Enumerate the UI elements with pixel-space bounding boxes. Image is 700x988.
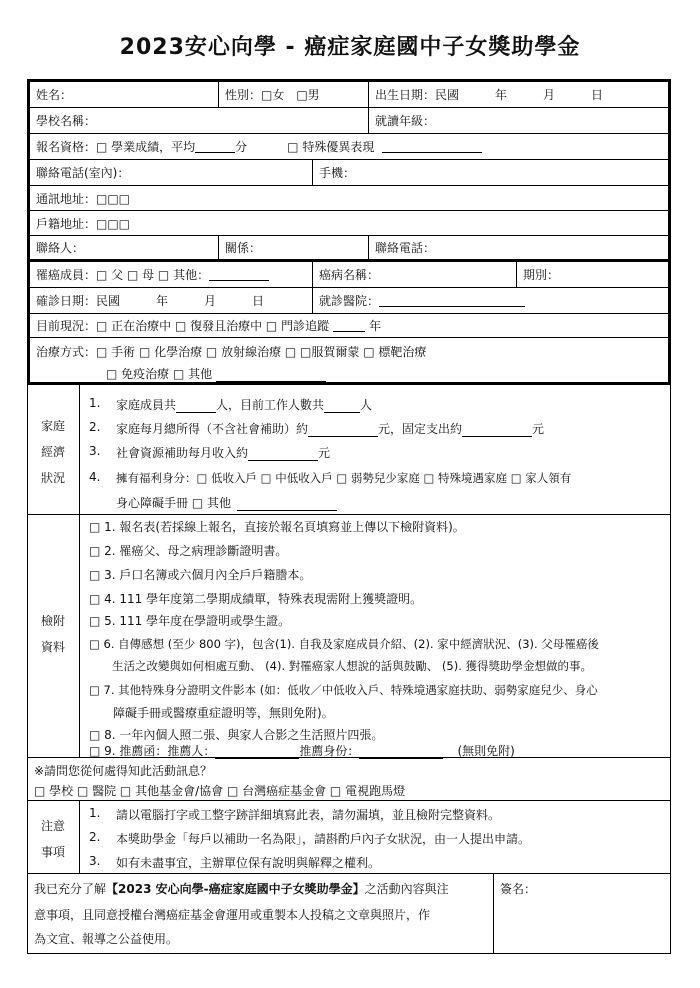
text: 家庭每月總所得（不含社會補助）約 bbox=[116, 422, 309, 436]
recommender-blank[interactable] bbox=[215, 747, 299, 759]
applicant-info-section bbox=[27, 79, 671, 262]
qualification-prefix: 報名資格：□ 學業成績，平均 bbox=[36, 140, 196, 154]
notes-label-line: 注意 bbox=[40, 819, 65, 833]
row-school bbox=[30, 108, 668, 134]
hospital-blank[interactable] bbox=[379, 295, 525, 307]
member-other-blank[interactable] bbox=[209, 269, 269, 281]
attachment-item-continued: 生活之改變與如何相處互動、 (4). 對罹癌家人想說的話與鼓勵、 (5). 獲得獎助學金想做的事。 bbox=[89, 659, 593, 673]
divider bbox=[27, 800, 671, 801]
economy-item-1[interactable] bbox=[116, 396, 372, 413]
gender-field[interactable]: 性別：□女 □男 bbox=[218, 82, 368, 107]
row-patient bbox=[30, 262, 668, 288]
special-blank[interactable] bbox=[382, 141, 482, 153]
hospital-label: 就診醫院： bbox=[319, 294, 380, 308]
status-label: 目前現況：□ 正在治療中 □ 復發且治療中 □ 門診追蹤 bbox=[36, 319, 330, 333]
consent-line-2: 意事項，且同意授權台灣癌症基金會運用或重製本人投稿之文章與照片，作 bbox=[34, 908, 431, 922]
divider bbox=[493, 873, 494, 953]
note-item: 如有未盡事宜，主辦單位保有說明與解釋之權利。 bbox=[116, 856, 381, 870]
attachment-item[interactable]: □ 3. 戶口名簿或六個月內全戶戶籍謄本。 bbox=[89, 568, 312, 582]
home-phone-field[interactable]: 聯絡電話(室內)： bbox=[36, 166, 130, 180]
row-phone bbox=[30, 160, 668, 186]
row-contact bbox=[30, 236, 668, 259]
text: 身心障礙手冊 □ 其他 bbox=[116, 496, 231, 510]
disease-name-field[interactable]: 癌病名稱： bbox=[312, 262, 516, 287]
row-treatment bbox=[30, 338, 668, 382]
row-mail-address bbox=[30, 186, 668, 211]
patient-info-section bbox=[27, 262, 671, 385]
mobile-field[interactable]: 手機： bbox=[312, 160, 668, 185]
attachment-item[interactable]: □ 4. 111 學年度第二學期成績單，特殊表現需附上獲獎證明。 bbox=[89, 592, 423, 606]
notes-label bbox=[27, 813, 79, 865]
attachment-item[interactable]: □ 2. 罹癌父、母之病理診斷證明書。 bbox=[89, 544, 288, 558]
item-number: 1. bbox=[89, 396, 101, 410]
attachment-item[interactable]: □ 5. 111 學年度在學證明或學生證。 bbox=[89, 614, 291, 628]
note-item: 本獎助學金「每戶以補助一名為限」，請斟酌戶內子女狀況，由一人提出申請。 bbox=[116, 832, 531, 846]
attachment-item[interactable]: □ 8. 一年內個人照二張、與家人合影之生活照片四張。 bbox=[89, 728, 384, 742]
hospital-field[interactable] bbox=[312, 288, 668, 313]
attachment-item[interactable]: □ 7. 其他特殊身分證明文件影本 (如：低收／中低收入戶、特殊境遇家庭扶助、弱勢家庭兒少、身心 bbox=[89, 683, 598, 697]
expense-blank[interactable] bbox=[462, 425, 532, 437]
mail-address-field[interactable]: 通訊地址：□□□ bbox=[36, 191, 131, 206]
economy-label-line: 狀況 bbox=[40, 471, 65, 485]
years-blank[interactable] bbox=[333, 320, 365, 332]
attachment-item[interactable]: □ 6. 自傳感想 (至少 800 字)，包含(1). 自我及家庭成員介紹、(2). 家中經濟狀況、(3). 父母罹癌後 bbox=[89, 637, 599, 651]
item-number: 3. bbox=[89, 444, 101, 458]
divider bbox=[79, 800, 80, 873]
score-blank[interactable] bbox=[195, 141, 235, 153]
form-title: 2023安心向學 - 癌症家庭國中子女獎助學金 bbox=[119, 35, 581, 60]
campaign-name: 【2023 安心向學-癌症家庭國中子女獎助學金】 bbox=[106, 882, 365, 896]
diagnosis-date-field[interactable]: 確診日期：民國 年 月 日 bbox=[36, 294, 265, 308]
item-number: 4. bbox=[89, 470, 101, 484]
members-blank[interactable] bbox=[176, 401, 216, 413]
text: 人 bbox=[360, 398, 373, 412]
household-address-field[interactable]: 戶籍地址：□□□ bbox=[36, 216, 131, 231]
subsidy-blank[interactable] bbox=[248, 449, 318, 461]
text: 元 bbox=[532, 422, 545, 436]
stage-field[interactable]: 期別： bbox=[516, 262, 668, 287]
row-qualification bbox=[30, 134, 668, 160]
text: 之活動內容與注 bbox=[364, 882, 449, 896]
consent-line-3: 為文宣、報導之公益使用。 bbox=[34, 932, 179, 946]
text: 家庭成員共 bbox=[116, 398, 177, 412]
recommendation-item[interactable] bbox=[89, 742, 515, 759]
item-number: 2. bbox=[89, 420, 101, 434]
source-options[interactable]: □ 學校 □ 醫院 □ 其他基金會/協會 □ 台灣癌症基金會 □ 電視跑馬燈 bbox=[34, 784, 406, 798]
patient-member-label: 罹癌成員：□ 父 □ 母 □ 其他： bbox=[36, 268, 210, 282]
economy-label-line: 經濟 bbox=[40, 445, 65, 459]
attachment-item[interactable]: □ 1. 報名表(若採線上報名，直接於報名頁填寫並上傳以下檢附資料)。 bbox=[89, 520, 465, 534]
text: 社會資源補助每月收入約 bbox=[116, 446, 249, 460]
text: 推薦身份： bbox=[299, 744, 360, 758]
consent-line-1 bbox=[34, 880, 449, 897]
treatment-line-2[interactable] bbox=[106, 365, 326, 382]
relation-field[interactable]: 關係： bbox=[218, 236, 368, 259]
treatment-other-blank[interactable] bbox=[216, 370, 326, 382]
text: 我已充分了解 bbox=[34, 882, 107, 896]
school-field[interactable]: 學校名稱： bbox=[36, 114, 97, 128]
treatment-other-label: □ 免疫治療 □ 其他 bbox=[106, 367, 213, 381]
note-item: 請以電腦打字或工整字跡詳細填寫此表，請勿漏填，並且檢附完整資料。 bbox=[116, 808, 501, 822]
row-household-address bbox=[30, 211, 668, 236]
name-field[interactable]: 姓名： bbox=[36, 88, 73, 102]
economy-item-2[interactable] bbox=[116, 420, 544, 437]
text: (無則免附) bbox=[457, 744, 515, 758]
row-status bbox=[30, 314, 668, 338]
income-blank[interactable] bbox=[308, 425, 378, 437]
special-performance-option[interactable]: □ 特殊優異表現 bbox=[287, 140, 375, 154]
source-question: ※請問您從何處得知此活動訊息？ bbox=[34, 764, 213, 778]
contact-phone-field[interactable]: 聯絡電話： bbox=[368, 236, 668, 259]
birth-date-field[interactable]: 出生日期：民國 年 月 日 bbox=[368, 82, 668, 107]
text: 人，目前工作人數共 bbox=[216, 398, 325, 412]
divider bbox=[27, 873, 671, 874]
recommender-identity-blank[interactable] bbox=[359, 747, 443, 759]
signature-field[interactable]: 簽名： bbox=[500, 882, 537, 896]
years-unit: 年 bbox=[369, 319, 382, 333]
treatment-line-1[interactable]: 治療方式：□ 手術 □ 化學治療 □ 放射線治療 □ □服賀爾蒙 □ 標靶治療 bbox=[36, 345, 427, 359]
economy-item-4-line-2[interactable] bbox=[116, 494, 337, 511]
text: 元 bbox=[318, 446, 331, 460]
text: 元，固定支出約 bbox=[378, 422, 463, 436]
divider bbox=[79, 385, 80, 757]
text: □ 9. 推薦函：推薦人： bbox=[89, 744, 216, 758]
item-number: 1. bbox=[89, 806, 101, 820]
notes-label-line: 事項 bbox=[40, 845, 65, 859]
economy-item-3[interactable] bbox=[116, 444, 330, 461]
attachments-label-line: 檢附 bbox=[40, 614, 65, 628]
divider bbox=[27, 953, 671, 954]
row-diagnosis bbox=[30, 288, 668, 314]
qualification-field[interactable] bbox=[30, 134, 668, 159]
current-status-field[interactable] bbox=[30, 314, 668, 337]
row-name bbox=[30, 82, 668, 108]
grade-field[interactable]: 就讀年級： bbox=[368, 108, 668, 133]
attachment-item-continued: 障礙手冊或醫療重症證明等，無則免附)。 bbox=[89, 706, 334, 720]
item-number: 2. bbox=[89, 830, 101, 844]
economy-item-4[interactable]: 擁有福利身分：□ 低收入戶 □ 中低收入戶 □ 弱勢兒少家庭 □ 特殊境遇家庭 □ 家人領有 bbox=[116, 471, 572, 485]
attachments-label-line: 資料 bbox=[40, 640, 65, 654]
economy-label bbox=[27, 413, 79, 491]
divider bbox=[27, 514, 671, 515]
economy-label-line: 家庭 bbox=[40, 419, 65, 433]
workers-blank[interactable] bbox=[324, 401, 360, 413]
score-unit: 分 bbox=[235, 140, 248, 154]
patient-member-field[interactable] bbox=[30, 262, 312, 287]
contact-person-field[interactable]: 聯絡人： bbox=[36, 241, 85, 255]
attachments-label bbox=[27, 608, 79, 660]
welfare-other-blank[interactable] bbox=[237, 499, 337, 511]
item-number: 3. bbox=[89, 854, 101, 868]
